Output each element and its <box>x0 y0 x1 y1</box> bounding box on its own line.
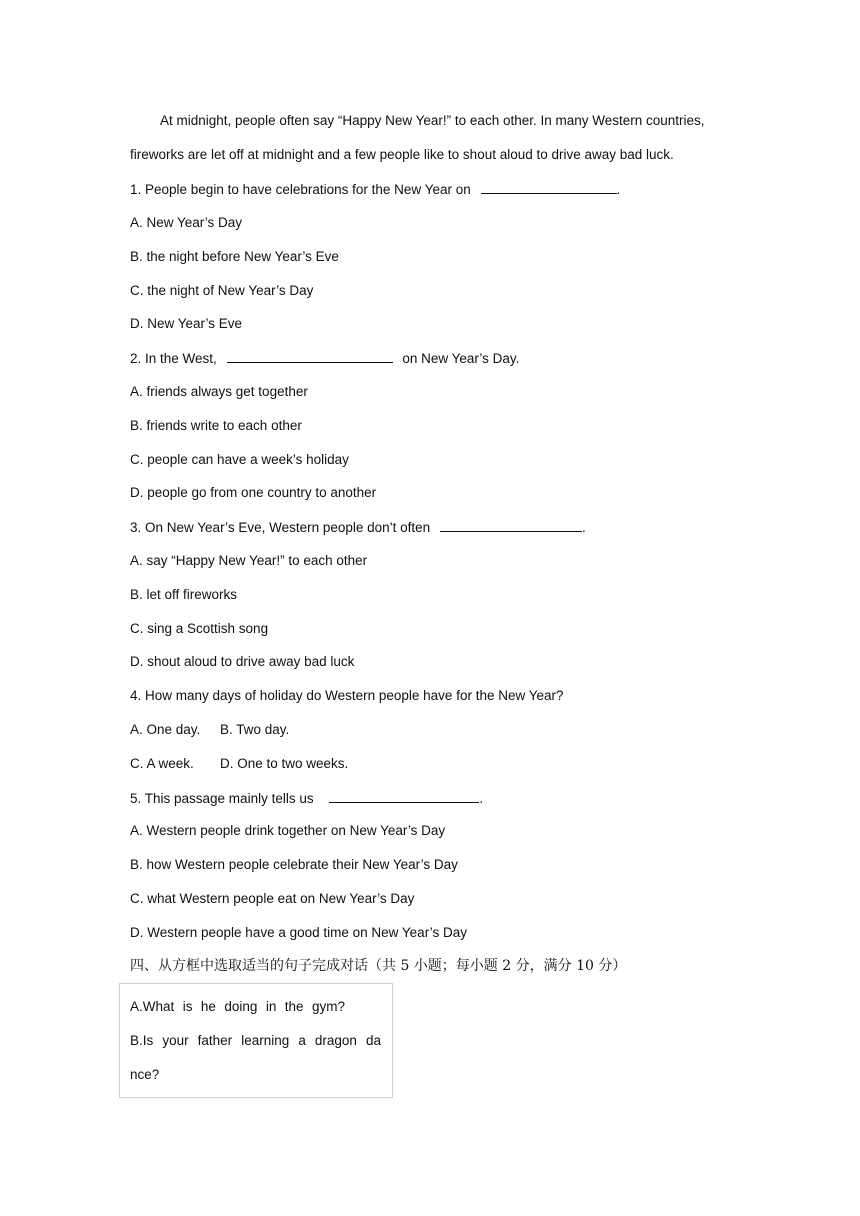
passage-line-1: At midnight, people often say “Happy New Year!” to each other. In many Western countries, <box>160 113 705 128</box>
question-4-stem: 4. How many days of holiday do Western people have for the New Year? <box>130 688 564 703</box>
question-3-blank <box>440 517 582 532</box>
q4-options-row-1 <box>130 720 289 740</box>
q4-option-c: C. A week. <box>130 756 194 771</box>
q5-option-a: A. Western people drink together on New Year’s Day <box>130 823 446 838</box>
question-2-end: on New Year’s Day. <box>402 351 520 366</box>
q4-option-d: D. One to two weeks. <box>220 756 349 771</box>
question-5-end: . <box>479 791 484 806</box>
q1-option-c: C. the night of New Year’s Day <box>130 283 314 298</box>
q2-option-c: C. people can have a week’s holiday <box>130 452 349 467</box>
q4-option-b: B. Two day. <box>220 722 290 737</box>
q1-option-b: B. the night before New Year’s Eve <box>130 249 339 264</box>
box-option-a-text: A.What is he doing in the gym? <box>130 999 345 1014</box>
box-option-b-continued: nce? <box>130 1067 160 1082</box>
question-3-stem <box>130 517 586 538</box>
question-2-text: 2. In the West, <box>130 351 217 366</box>
box-option-a <box>130 997 345 1017</box>
q4-option-a: A. One day. <box>130 722 201 737</box>
question-2-stem <box>130 348 519 369</box>
question-1-blank <box>481 179 617 194</box>
question-1-end: . <box>616 182 621 197</box>
q3-option-c: C. sing a Scottish song <box>130 621 269 636</box>
q1-option-d: D. New Year’s Eve <box>130 316 243 331</box>
question-2-blank <box>227 348 393 363</box>
q2-option-a: A. friends always get together <box>130 384 308 399</box>
q5-option-c: C. what Western people eat on New Year’s Day <box>130 891 415 906</box>
q2-option-d: D. people go from one country to another <box>130 485 377 500</box>
q3-option-d: D. shout aloud to drive away bad luck <box>130 654 355 669</box>
q2-option-b: B. friends write to each other <box>130 418 302 433</box>
question-3-text: 3. On New Year’s Eve, Western people don’t often <box>130 520 431 535</box>
q1-option-a: A. New Year’s Day <box>130 215 243 230</box>
question-5-text: 5. This passage mainly tells us <box>130 791 314 806</box>
box-option-b <box>130 1031 381 1051</box>
question-1-text: 1. People begin to have celebrations for the New Year on <box>130 182 471 197</box>
q3-option-b: B. let off fireworks <box>130 587 238 602</box>
question-1-stem <box>130 179 620 200</box>
question-5-blank <box>329 788 479 803</box>
question-5-stem <box>130 788 483 809</box>
q5-option-b: B. how Western people celebrate their New Year’s Day <box>130 857 458 872</box>
q4-options-row-2 <box>130 754 348 774</box>
question-3-end: . <box>581 520 586 535</box>
box-option-b-text: B.Is your father learning a dragon da <box>130 1033 381 1048</box>
q5-option-d: D. Western people have a good time on New Year’s Day <box>130 925 467 940</box>
passage-line-2: fireworks are let off at midnight and a few people like to shout aloud to drive away bad luck. <box>130 147 674 162</box>
section-4-heading: 四、从方框中选取适当的句子完成对话（共 5 小题；每小题 2 分，满分 10 分） <box>130 958 627 974</box>
sentence-choice-box <box>119 983 393 1098</box>
q3-option-a: A. say “Happy New Year!” to each other <box>130 553 368 568</box>
